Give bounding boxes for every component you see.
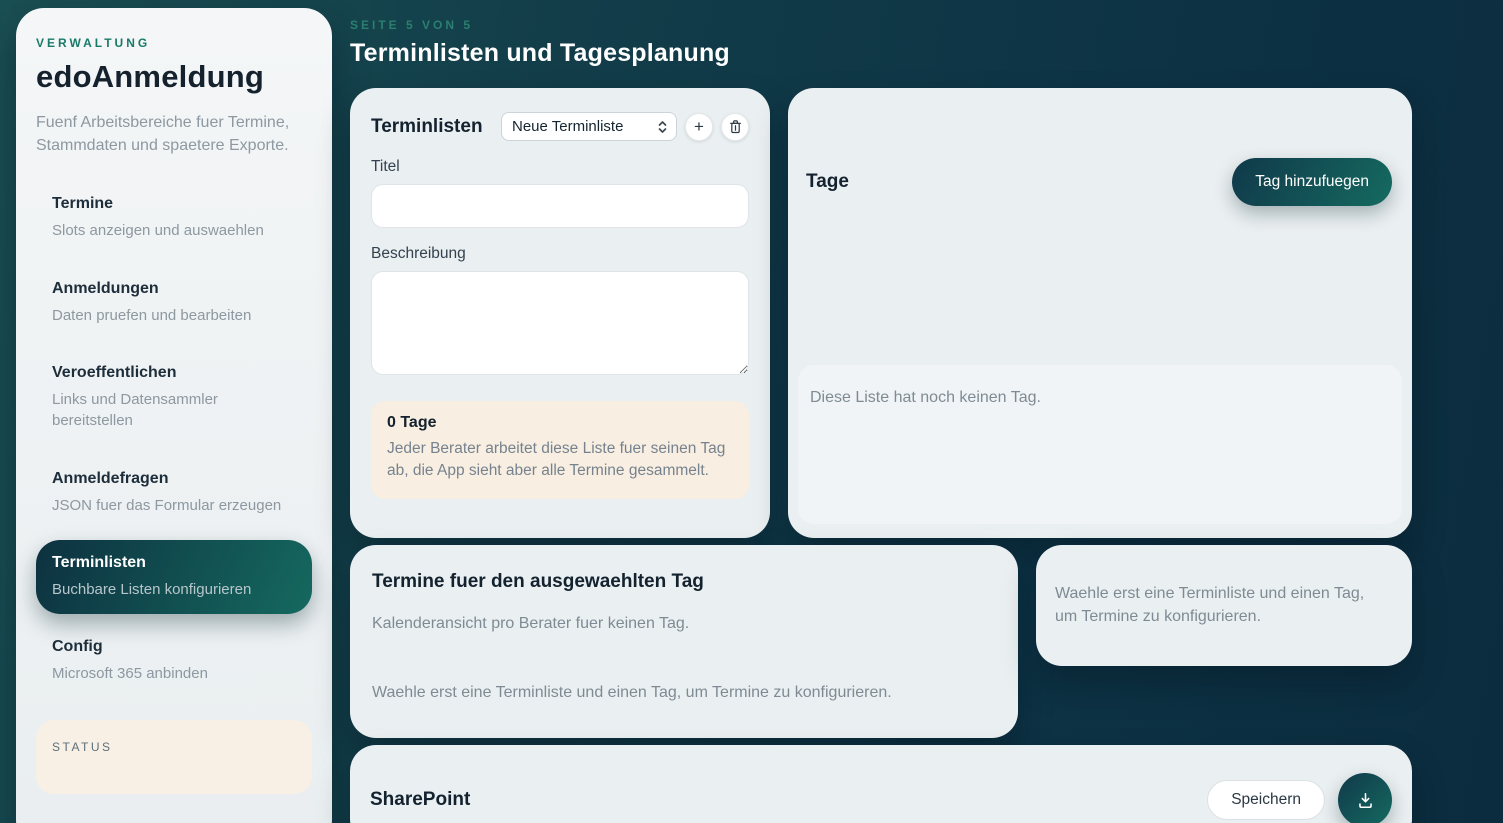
termine-card-subtitle: Kalenderansicht pro Berater fuer keinen Tag. bbox=[372, 615, 690, 632]
hint-card bbox=[1036, 545, 1412, 666]
beschreibung-textarea[interactable] bbox=[371, 271, 749, 375]
nav-item-label: Termine bbox=[52, 195, 114, 213]
trash-icon bbox=[728, 119, 743, 135]
page-step-indicator: SEITE 5 VON 5 bbox=[350, 18, 474, 32]
nav-item-sublabel: Microsoft 365 anbinden bbox=[52, 665, 208, 683]
plus-icon: + bbox=[694, 116, 704, 136]
sharepoint-card bbox=[350, 745, 1412, 823]
tage-card-header bbox=[788, 88, 1412, 206]
nav-item-label: Anmeldefragen bbox=[52, 469, 169, 487]
terminlisten-card-header bbox=[371, 112, 749, 141]
sharepoint-card-title: SharePoint bbox=[370, 789, 471, 810]
nav-item-label: Veroeffentlichen bbox=[52, 363, 177, 381]
delete-terminliste-button[interactable] bbox=[721, 113, 749, 141]
nav-item-label: Anmeldungen bbox=[52, 279, 159, 297]
hint-card-text: Waehle erst eine Terminliste und einen Tag, um Termine zu konfigurieren. bbox=[1055, 584, 1365, 625]
sidebar-item-anmeldungen[interactable] bbox=[36, 266, 312, 340]
sidebar-item-termine[interactable] bbox=[36, 181, 312, 255]
tage-info-text: Jeder Berater arbeitet diese Liste fuer seinen Tag ab, die App sieht aber alle Termine gesammelt. bbox=[387, 440, 726, 480]
tage-empty-panel bbox=[798, 365, 1402, 524]
titel-input[interactable] bbox=[371, 184, 749, 228]
tage-card bbox=[788, 88, 1412, 538]
sidebar-nav bbox=[36, 181, 312, 698]
sidebar bbox=[16, 8, 332, 823]
sidebar-eyebrow: VERWALTUNG bbox=[36, 36, 151, 50]
sharepoint-card-header bbox=[370, 773, 1392, 823]
terminlisten-card bbox=[350, 88, 770, 538]
save-button[interactable]: Speichern bbox=[1207, 780, 1325, 820]
add-terminliste-button[interactable] bbox=[685, 113, 713, 141]
titel-label: Titel bbox=[371, 158, 400, 175]
select-chevrons-icon bbox=[657, 119, 668, 135]
nav-item-sublabel: JSON fuer das Formular erzeugen bbox=[52, 496, 282, 514]
page-title: Terminlisten und Tagesplanung bbox=[350, 39, 730, 67]
terminlisten-card-title: Terminlisten bbox=[371, 115, 483, 137]
termine-card bbox=[350, 545, 1018, 738]
nav-item-sublabel: Buchbare Listen konfigurieren bbox=[52, 580, 252, 598]
termine-card-hint: Waehle erst eine Terminliste und einen Tag, um Termine zu konfigurieren. bbox=[372, 683, 892, 701]
app-title: edoAnmeldung bbox=[36, 59, 264, 94]
status-label: STATUS bbox=[52, 740, 113, 755]
page-header bbox=[350, 18, 730, 68]
tage-count: 0 Tage bbox=[387, 414, 437, 431]
status-panel bbox=[36, 720, 312, 794]
nav-item-label: Config bbox=[52, 638, 103, 656]
nav-item-sublabel: Slots anzeigen und auswaehlen bbox=[52, 222, 264, 240]
tage-card-title: Tage bbox=[806, 171, 849, 192]
nav-item-sublabel: Links und Datensammler bereitstellen bbox=[52, 390, 218, 430]
sidebar-item-anmeldefragen[interactable] bbox=[36, 456, 312, 530]
sidebar-item-config[interactable] bbox=[36, 624, 312, 698]
sidebar-item-terminlisten[interactable] bbox=[36, 540, 312, 614]
download-icon bbox=[1356, 791, 1375, 810]
export-button[interactable] bbox=[1338, 773, 1392, 823]
termine-card-title: Termine fuer den ausgewaehlten Tag bbox=[372, 571, 704, 592]
sidebar-description: Fuenf Arbeitsbereiche fuer Termine, Stammdaten und spaetere Exporte. bbox=[36, 114, 290, 155]
beschreibung-label: Beschreibung bbox=[371, 245, 466, 262]
add-day-button[interactable]: Tag hinzufuegen bbox=[1232, 158, 1392, 206]
nav-item-sublabel: Daten pruefen und bearbeiten bbox=[52, 306, 252, 324]
tage-info-box bbox=[371, 401, 749, 499]
sidebar-item-veroeffentlichen[interactable] bbox=[36, 350, 312, 446]
tage-empty-text: Diese Liste hat noch keinen Tag. bbox=[810, 389, 1041, 406]
terminliste-select[interactable] bbox=[501, 112, 677, 141]
terminliste-select-value: Neue Terminliste bbox=[512, 118, 624, 135]
nav-item-label: Terminlisten bbox=[52, 553, 146, 571]
